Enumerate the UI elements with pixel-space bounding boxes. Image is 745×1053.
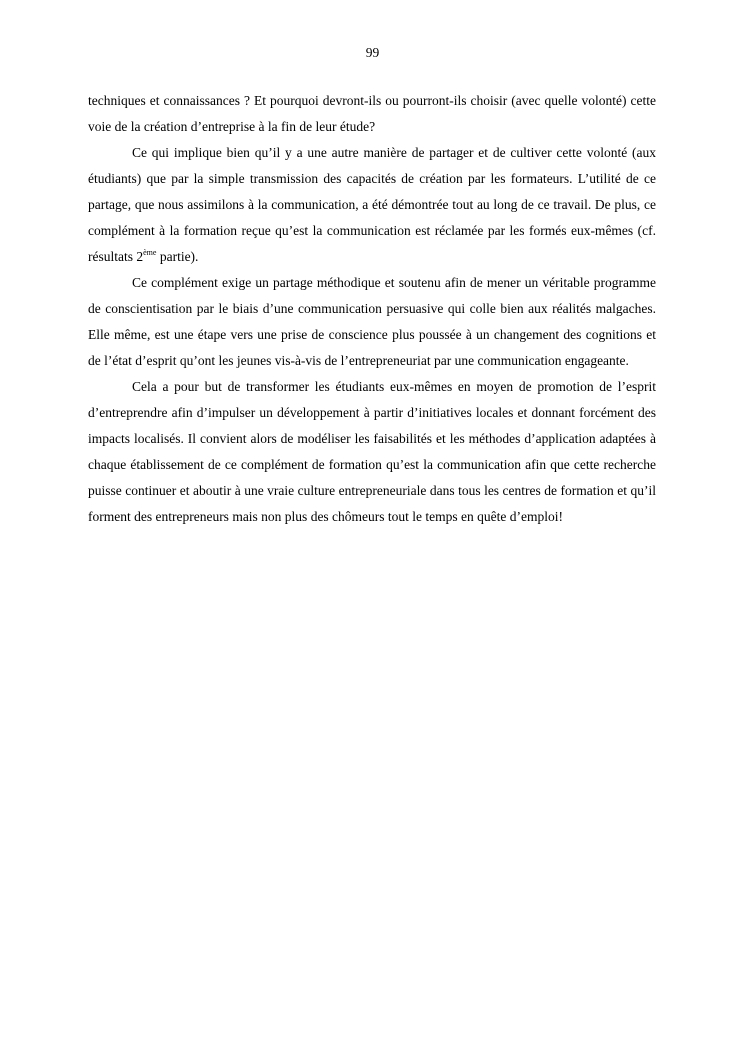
paragraph-text-end: partie).: [156, 249, 199, 264]
paragraph-communication-complement: [88, 140, 656, 270]
page-number: 99: [365, 45, 380, 60]
paragraph-text: Ce qui implique bien qu’il y a une autre manière de partager et de cultiver cette volonté (aux étudiants) que par la simple transmission des capacités de création par les formateurs. L’utilité de ce partage, que nous assimilons à la communication, a été démontrée tout au long de ce travail. De plus, ce complément à la formation reçue qu’est la communication est réclamée par les formés eux-mêmes (cf. résultats 2: [88, 145, 656, 264]
paragraph-entrepreneurial-culture: Cela a pour but de transformer les étudiants eux-mêmes en moyen de promotion de l’esprit d’entreprendre afin d’impulser un développement à partir d’initiatives locales et donnant forcément des impacts localisés. Il convient alors de modéliser les faisabilités et les méthodes d’application adaptées à chaque établissement de ce complément de formation qu’est la communication afin que cette recherche puisse continuer et aboutir à une vraie culture entrepreneuriale dans tous les centres de formation et qu’il forment des entrepreneurs mais non plus des chômeurs tout le temps en quête d’emploi!: [88, 379, 656, 524]
paragraph-continuation: techniques et connaissances ? Et pourquoi devront-ils ou pourront-ils choisir (avec quelle volonté) cette voie de la création d’entreprise à la fin de leur étude?: [88, 93, 656, 134]
document-body: [88, 88, 656, 530]
superscript-ordinal: ème: [143, 248, 157, 257]
paragraph-conscientisation: Ce complément exige un partage méthodique et soutenu afin de mener un véritable programme de conscientisation par le biais d’une communication persuasive qui colle bien aux réalités malgaches. Elle même, est une étape vers une prise de conscience plus poussée à un changement des cognitions et de l’état d’esprit qu’ont les jeunes vis-à-vis de l’entrepreneuriat par une communication engageante.: [88, 275, 656, 368]
